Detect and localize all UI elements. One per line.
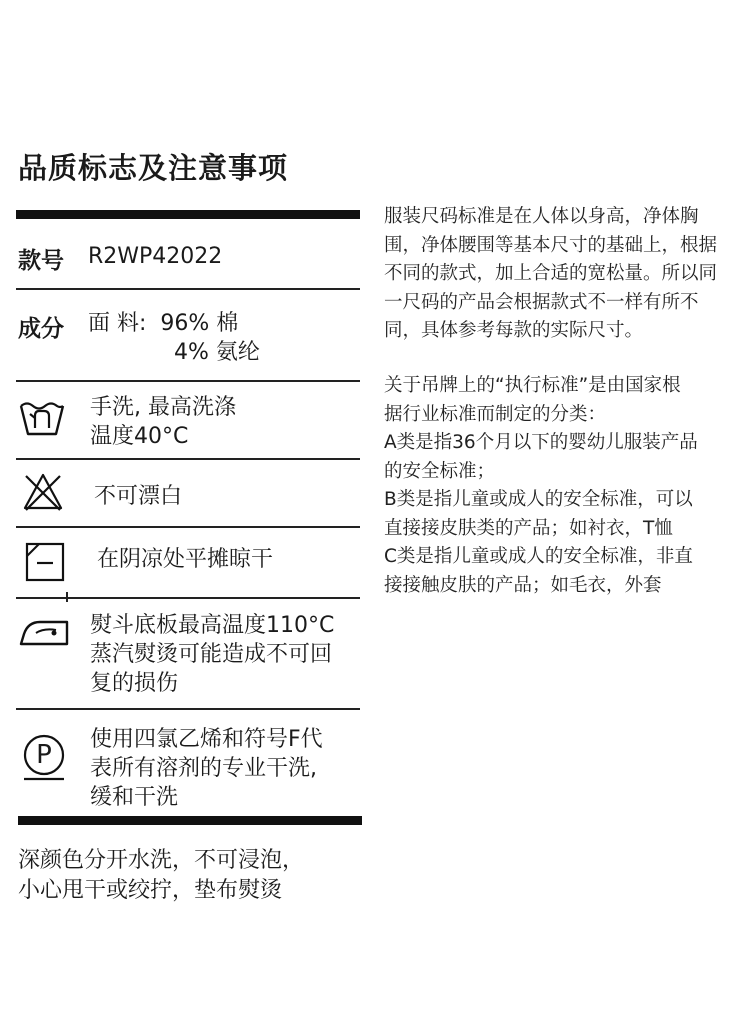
style-no-label: 款号 [18,248,64,274]
no-bleach-icon [22,472,64,512]
size-note-line: 一尺码的产品会根据款式不一样有所不 [384,291,699,313]
iron-line3: 复的损伤 [90,671,179,696]
standard-note-line: B类是指儿童或成人的安全标准，可以 [384,489,693,510]
standard-notes [384,372,746,600]
composition-line1: 面 料: 96% 棉 [88,311,239,336]
standard-note-line: C类是指儿童或成人的安全标准，非直 [384,546,693,567]
hand-wash-icon [18,398,66,442]
standard-note-line: 的安全标准； [384,460,496,482]
standard-note-line: A类是指36个月以下的婴幼儿服装产品 [384,432,698,453]
standard-note-line: 直接接皮肤类的产品；如衬衣，T恤 [384,517,673,539]
bottom-thick-rule [18,816,362,825]
wash-line2: 温度40°C [90,424,189,449]
divider [16,526,360,528]
composition-label: 成分 [18,316,64,342]
dry-clean-symbol: P [36,740,52,770]
divider [16,288,360,290]
dryclean-line3: 缓和干洗 [90,785,179,810]
iron-icon [18,614,70,650]
footer-line2: 小心甩干或绞拧，垫布熨烫 [18,878,283,903]
tick-mark [66,592,68,602]
iron-line1: 熨斗底板最高温度110°C [90,613,335,638]
dry-text: 在阴凉处平摊晾干 [97,547,274,572]
dry-clean-p-icon [21,734,67,782]
style-no-value: R2WP42022 [88,244,223,269]
divider [16,458,360,460]
divider [16,380,360,382]
size-note-line: 不同的款式，加上合适的宽松量。所以同 [384,263,718,284]
standard-note-line: 接接触皮肤的产品；如毛衣，外套 [384,574,662,596]
page-title: 品质标志及注意事项 [18,151,289,185]
dryclean-line1: 使用四氯乙烯和符号F代 [90,727,323,752]
size-notes [384,203,746,346]
wash-line1: 手洗, 最高洗涤 [90,395,236,420]
footer-line1: 深颜色分开水洗，不可浸泡， [18,848,305,873]
size-note-line: 同，具体参考每款的实际尺寸。 [384,320,644,341]
top-thick-rule [16,210,360,219]
dryclean-line2: 表所有溶剂的专业干洗, [90,756,317,781]
size-note-line: 围，净体腰围等基本尺寸的基础上，根据 [384,234,718,256]
divider [16,708,360,710]
iron-line2: 蒸汽熨烫可能造成不可回 [90,642,333,667]
size-note-line: 服装尺码标准是在人体以身高，净体胸 [384,206,699,227]
standard-note-line: 据行业标准而制定的分类： [384,403,607,425]
composition-line2: 4% 氨纶 [174,340,260,365]
standard-note-line: 关于吊牌上的“执行标准”是由国家根 [384,375,681,396]
bleach-text: 不可漂白 [94,484,183,509]
shade-dry-flat-icon [25,542,65,582]
